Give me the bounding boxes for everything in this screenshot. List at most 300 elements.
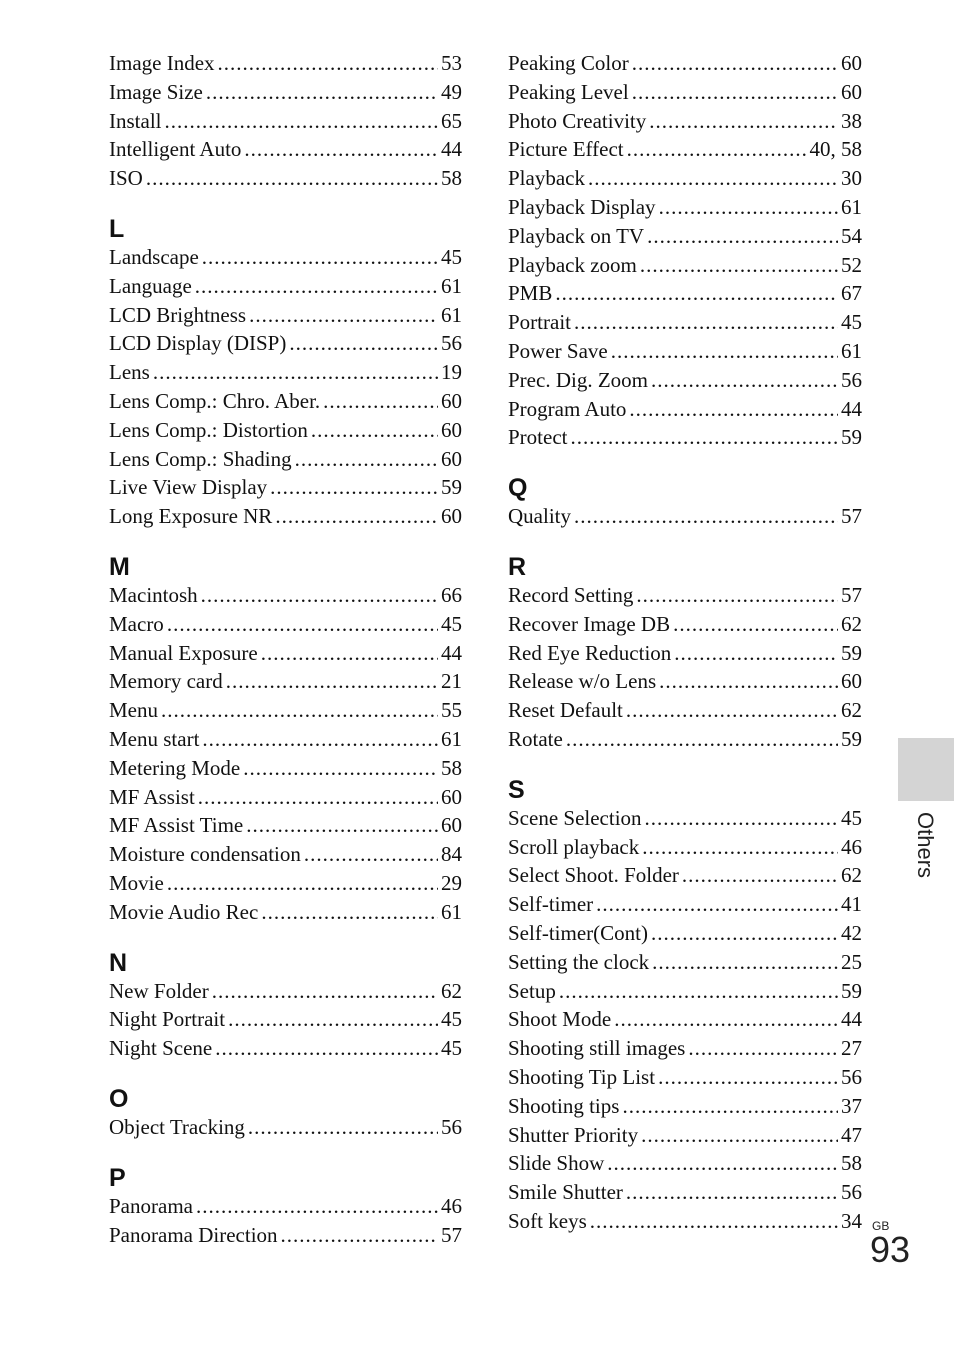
dot-leader [196,1192,438,1221]
dot-leader [244,135,438,164]
index-term: Landscape [109,244,199,269]
index-term: Rotate [508,726,563,751]
dot-leader [596,890,838,919]
index-entry [508,164,862,193]
index-term: Moisture condensation [109,842,301,867]
index-section [109,49,462,193]
index-entry [508,610,862,639]
index-section [109,1164,462,1250]
index-page-ref: 55 [441,698,462,723]
index-term: Red Eye Reduction [508,640,672,665]
index-page-ref: 61 [441,899,462,924]
index-page-ref: 44 [841,396,862,421]
index-entry [109,610,462,639]
index-entry [508,78,862,107]
index-term: Playback [508,166,585,191]
index-page-ref: 21 [441,669,462,694]
index-page-ref: 59 [841,425,862,450]
dot-leader [659,667,838,696]
index-entry [109,725,462,754]
index-term: PMB [508,281,553,306]
index-page-ref: 62 [441,978,462,1003]
index-page-ref: 84 [441,842,462,867]
index-page-ref: 57 [841,582,862,607]
index-term: Metering Mode [109,755,241,780]
section-letter: Q [508,474,528,503]
index-entry [508,222,862,251]
dot-leader [673,610,838,639]
index-page-ref: 44 [441,640,462,665]
dot-leader [289,329,438,358]
dot-leader [559,977,838,1006]
index-page-ref: 56 [441,331,462,356]
index-term: Soft keys [508,1208,587,1233]
index-page-ref: 53 [441,51,462,75]
index-page-ref: 58 [441,755,462,780]
index-term: Macro [109,611,164,636]
dot-leader [626,696,838,725]
index-page-ref: 44 [441,137,462,162]
index-entry [109,811,462,840]
index-entry [508,49,862,78]
index-section [508,474,862,531]
index-term: Live View Display [109,475,268,500]
index-page-ref: 45 [841,805,862,830]
index-term: Object Tracking [109,1114,245,1139]
dot-leader [261,898,438,927]
index-term: Image Size [109,79,203,104]
index-term: Peaking Level [508,79,629,104]
dot-leader [165,107,439,136]
dot-leader [228,1005,438,1034]
index-page-ref: 30 [841,166,862,191]
dot-leader [167,869,438,898]
index-page-ref: 61 [841,338,862,363]
index-term: Lens Comp.: Shading [109,446,292,471]
index-page-ref: 60 [841,669,862,694]
index-term: Slide Show [508,1151,605,1176]
dot-leader [146,164,438,193]
index-entry [508,725,862,754]
index-section [109,215,462,531]
index-entry [508,1005,862,1034]
index-entry [109,1113,462,1142]
dot-leader [202,725,438,754]
index-term: Recover Image DB [508,611,671,636]
index-entry [109,840,462,869]
dot-leader [640,251,838,280]
index-page-ref: 61 [441,726,462,751]
index-term: Record Setting [508,582,634,607]
dot-leader [226,667,438,696]
section-letter: O [109,1084,129,1113]
dot-leader [574,502,838,531]
dot-leader [201,581,438,610]
index-term: Intelligent Auto [109,137,242,162]
dot-leader [651,366,838,395]
dot-leader [641,1121,838,1150]
index-term: Protect [508,425,568,450]
index-page-ref: 60 [441,504,462,529]
index-entry [109,272,462,301]
dot-leader [632,49,838,78]
index-entry [508,423,862,452]
index-section [508,776,862,1236]
dot-leader [249,301,438,330]
index-term: Smile Shutter [508,1180,623,1205]
index-term: Self-timer(Cont) [508,920,648,945]
index-page-ref: 65 [441,108,462,133]
index-page-ref: 27 [841,1036,862,1061]
index-page-ref: 67 [841,281,862,306]
page-number: 93 [870,1229,911,1270]
index-entry [109,301,462,330]
dot-leader [215,1034,438,1063]
index-entry [508,107,862,136]
dot-leader [607,1149,838,1178]
index-page-ref: 45 [441,1036,462,1061]
dot-leader [570,423,838,452]
index-entry [109,107,462,136]
section-tab-label: Others [913,812,938,879]
index-page-ref: 52 [841,252,862,277]
index-term: Lens Comp.: Distortion [109,417,308,442]
index-entry [508,193,862,222]
index-page-ref: 57 [841,504,862,529]
index-term: Playback on TV [508,223,645,248]
dot-leader [275,502,438,531]
index-entry [109,502,462,531]
index-entry [508,502,862,531]
dot-leader [311,416,438,445]
index-entry [508,1034,862,1063]
index-page-ref: 62 [841,698,862,723]
index-page-ref: 61 [841,194,862,219]
index-entry [109,581,462,610]
index-entry [109,164,462,193]
index-entry [109,445,462,474]
index-page-ref: 59 [441,475,462,500]
dot-leader [206,78,438,107]
index-entry [508,696,862,725]
dot-leader [161,696,438,725]
dot-leader [642,833,838,862]
index-entry [508,251,862,280]
dot-leader [574,308,838,337]
index-term: Self-timer [508,892,594,917]
index-term: Playback zoom [508,252,637,277]
index-entry [508,1207,862,1236]
index-page-ref: 46 [841,834,862,859]
index-page-ref: 59 [841,726,862,751]
index-page-ref: 34 [841,1208,862,1233]
section-letter: R [508,552,527,581]
index-entry [508,308,862,337]
index-entry [508,833,862,862]
index-term: Shoot Mode [508,1007,612,1032]
index-section [508,553,862,754]
index-page-ref: 60 [441,813,462,838]
index-page-ref: 66 [441,582,462,607]
dot-leader [323,387,438,416]
index-term: Memory card [109,669,223,694]
index-entry [109,783,462,812]
index-page-ref: 54 [841,223,862,248]
index-term: Reset Default [508,698,623,723]
index-term: Macintosh [109,582,198,607]
index-entry [508,135,862,164]
index-term: Setup [508,978,556,1003]
index-section [109,949,462,1063]
dot-leader [218,49,438,78]
index-page-ref: 59 [841,978,862,1003]
index-term: Playback Display [508,194,656,219]
index-page-ref: 60 [441,784,462,809]
index-term: ISO [109,166,143,191]
index-term: Menu [109,698,158,723]
index-page-ref: 37 [841,1093,862,1118]
dot-leader [651,919,838,948]
index-entry [508,639,862,668]
index-page-ref: 60 [441,417,462,442]
index-entry [109,1221,462,1250]
index-term: Shooting Tip List [508,1064,656,1089]
dot-leader [588,164,838,193]
index-entry [508,667,862,696]
index-page-ref: 57 [441,1222,462,1247]
index-term: Shutter Priority [508,1122,639,1147]
dot-leader [555,279,838,308]
dot-leader [167,610,438,639]
index-term: LCD Brightness [109,302,247,327]
index-entry [508,977,862,1006]
dot-leader [198,783,438,812]
index-entry [109,1034,462,1063]
index-term: Power Save [508,338,608,363]
index-page-ref: 41 [841,892,862,917]
index-term: Shooting still images [508,1036,686,1061]
index-page-ref: 56 [841,1180,862,1205]
index-term: Release w/o Lens [508,669,657,694]
index-entry [508,1121,862,1150]
index-term: Quality [508,504,571,529]
index-page-ref: 40, 58 [809,137,862,162]
index-page-ref: 29 [441,870,462,895]
index-term: Manual Exposure [109,640,258,665]
dot-leader [614,1005,838,1034]
dot-leader [659,193,838,222]
dot-leader [248,1113,438,1142]
index-page-ref: 56 [841,1064,862,1089]
index-page-ref: 58 [441,166,462,191]
index-page-ref: 61 [441,302,462,327]
index-entry [109,243,462,272]
index-page-ref: 56 [441,1114,462,1139]
index-term: Movie [109,870,164,895]
section-letter: N [109,948,128,977]
index-page-ref: 58 [841,1151,862,1176]
dot-leader [611,337,838,366]
index-term: MF Assist [109,784,195,809]
index-term: New Folder [109,978,209,1003]
dot-leader [626,1178,838,1207]
index-term: Panorama [109,1193,193,1218]
index-entry [109,639,462,668]
dot-leader [629,395,838,424]
index-entry [109,387,462,416]
index-page-ref: 60 [441,446,462,471]
index-page-ref: 61 [441,273,462,298]
dot-leader [645,804,838,833]
dot-leader [632,78,838,107]
index-entry [508,366,862,395]
dot-leader [243,754,438,783]
index-entry [109,898,462,927]
section-letter: M [109,552,130,581]
index-term: Scroll playback [508,834,640,859]
index-entry [109,473,462,502]
index-section [109,553,462,927]
index-page-ref: 59 [841,640,862,665]
index-term: Night Scene [109,1036,213,1061]
dot-leader [688,1034,838,1063]
index-entry [109,1192,462,1221]
index-page-ref: 62 [841,611,862,636]
index-page-ref: 45 [441,1007,462,1032]
index-page-ref: 44 [841,1007,862,1032]
index-entry [508,948,862,977]
index-page-ref: 60 [841,79,862,104]
dot-leader [153,358,438,387]
index-column-right [508,49,862,1236]
index-term: Portrait [508,310,571,335]
index-page-ref: 56 [841,367,862,392]
index-term: Select Shoot. Folder [508,863,679,888]
dot-leader [622,1092,838,1121]
index-page-ref: 47 [841,1122,862,1147]
index-term: Language [109,273,192,298]
index-term: Shooting tips [508,1093,620,1118]
index-column-left [109,49,462,1249]
index-entry [109,78,462,107]
dot-leader [246,811,438,840]
dot-leader [281,1221,438,1250]
index-entry [508,919,862,948]
index-term: Long Exposure NR [109,504,273,529]
dot-leader [682,861,838,890]
index-term: Panorama Direction [109,1222,278,1247]
index-entry [508,1063,862,1092]
dot-leader [304,840,438,869]
index-term: Picture Effect [508,137,624,162]
index-page-ref: 38 [841,108,862,133]
index-entry [109,358,462,387]
section-letter: S [508,775,525,804]
dot-leader [566,725,838,754]
index-term: Program Auto [508,396,627,421]
index-term: Lens Comp.: Chro. Aber. [109,388,321,413]
index-term: Movie Audio Rec [109,899,259,924]
dot-leader [636,581,838,610]
index-page-ref: 62 [841,863,862,888]
index-term: Scene Selection [508,805,642,830]
index-entry [508,1149,862,1178]
dot-leader [649,107,838,136]
dot-leader [590,1207,838,1236]
section-letter: L [109,214,125,243]
index-entry [508,581,862,610]
index-page-ref: 49 [441,79,462,104]
index-term: Photo Creativity [508,108,647,133]
section-tab-marker [898,738,954,801]
index-entry [508,279,862,308]
dot-leader [212,977,438,1006]
index-entry [109,135,462,164]
index-term: Prec. Dig. Zoom [508,367,648,392]
region-code: GB [872,1219,890,1233]
index-page-ref: 46 [441,1193,462,1218]
dot-leader [202,243,438,272]
index-entry [508,395,862,424]
index-term: LCD Display (DISP) [109,331,287,356]
index-entry [109,1005,462,1034]
index-entry [109,977,462,1006]
index-entry [508,861,862,890]
dot-leader [261,639,438,668]
dot-leader [195,272,438,301]
index-page-ref: 45 [441,611,462,636]
index-page-ref: 45 [441,244,462,269]
dot-leader [270,473,438,502]
dot-leader [647,222,838,251]
index-term: Menu start [109,726,200,751]
index-entry [508,1178,862,1207]
index-term: Peaking Color [508,51,629,75]
index-entry [508,890,862,919]
index-entry [109,754,462,783]
index-term: Lens [109,360,150,385]
index-page-ref: 60 [841,51,862,75]
index-entry [508,1092,862,1121]
dot-leader [652,948,838,977]
index-term: Install [109,108,162,133]
index-entry [109,869,462,898]
dot-leader [658,1063,838,1092]
index-page-ref: 45 [841,310,862,335]
index-term: Setting the clock [508,949,650,974]
dot-leader [627,135,807,164]
index-entry [109,329,462,358]
index-page-ref: 25 [841,949,862,974]
dot-leader [674,639,838,668]
index-section [508,49,862,452]
index-term: MF Assist Time [109,813,244,838]
index-entry [508,804,862,833]
index-term: Image Index [109,51,215,75]
index-entry [109,667,462,696]
index-page-ref: 19 [441,360,462,385]
index-entry [109,49,462,78]
index-entry [508,337,862,366]
index-entry [109,416,462,445]
index-entry [109,696,462,725]
section-letter: P [109,1163,126,1192]
index-page-ref: 60 [441,388,462,413]
index-page-ref: 42 [841,920,862,945]
index-term: Night Portrait [109,1007,226,1032]
index-section [109,1085,462,1142]
dot-leader [295,445,438,474]
